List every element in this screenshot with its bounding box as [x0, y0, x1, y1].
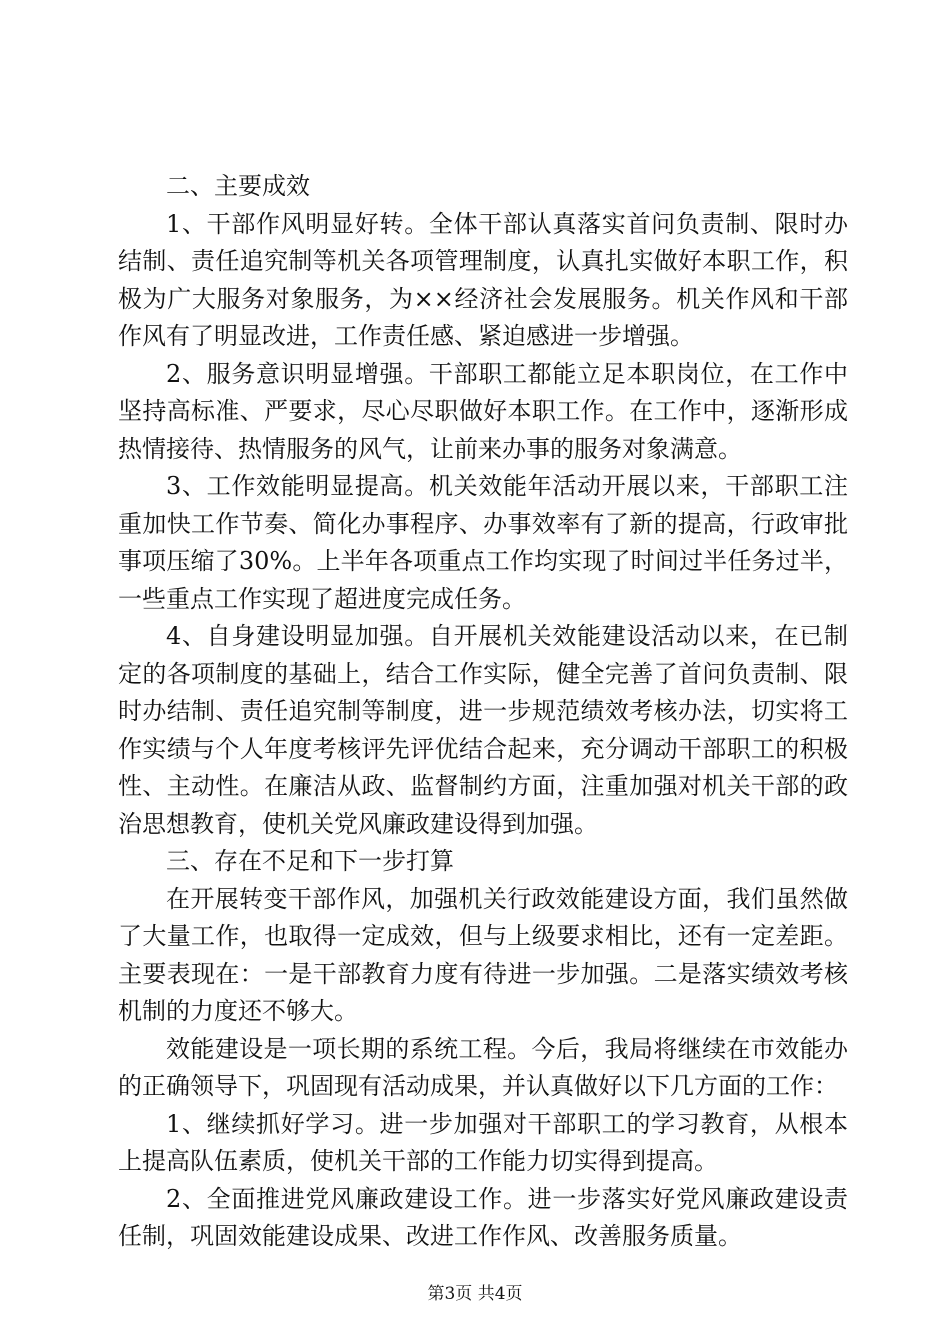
paragraph-integrity: 2、全面推进党风廉政建设工作。进一步落实好党风廉政建设责任制，巩固效能建设成果、改进工作作风、改善服务质量。 — [118, 1184, 848, 1250]
paragraph-shortcomings: 在开展转变干部作风，加强机关行政效能建设方面，我们虽然做了大量工作，也取得一定成效，但与上级要求相比，还有一定差距。主要表现在：一是干部教育力度有待进一步加强。二是落实绩效考核机制的力度还不够大。 — [118, 884, 848, 1025]
document-body — [118, 168, 848, 1256]
section-heading-shortcomings: 三、存在不足和下一步打算 — [166, 847, 454, 875]
page-number-footer: 第3页 共4页 — [427, 1284, 523, 1304]
paragraph-study: 1、继续抓好学习。进一步加强对干部职工的学习教育，从根本上提高队伍素质，使机关干部的工作能力切实得到提高。 — [118, 1109, 848, 1175]
paragraph-cadre-style: 1、干部作风明显好转。全体干部认真落实首问负责制、限时办结制、责任追究制等机关各项管理制度，认真扎实做好本职工作，积极为广大服务对象服务，为××经济社会发展服务。机关作风和干部作风有了明显改进，工作责任感、紧迫感进一步增强。 — [118, 209, 848, 350]
paragraph-self-construction: 4、自身建设明显加强。自开展机关效能建设活动以来，在已制定的各项制度的基础上，结合工作实际，健全完善了首问负责制、限时办结制、责任追究制等制度，进一步规范绩效考核办法，切实将工作实绩与个人年度考核评先评优结合起来，充分调动干部职工的积极性、主动性。在廉洁从政、监督制约方面，注重加强对机关干部的政治思想教育，使机关党风廉政建设得到加强。 — [118, 622, 848, 838]
paragraph-next-steps: 效能建设是一项长期的系统工程。今后，我局将继续在市效能办的正确领导下，巩固现有活动成果，并认真做好以下几方面的工作： — [118, 1034, 848, 1100]
paragraph-work-efficiency: 3、工作效能明显提高。机关效能年活动开展以来，干部职工注重加快工作节奏、简化办事程序、办事效率有了新的提高，行政审批事项压缩了30%。上半年各项重点工作均实现了时间过半任务过半，一些重点工作实现了超进度完成任务。 — [118, 472, 848, 613]
paragraph-service-awareness: 2、服务意识明显增强。干部职工都能立足本职岗位，在工作中坚持高标准、严要求，尽心尽职做好本职工作。在工作中，逐渐形成热情接待、热情服务的风气，让前来办事的服务对象满意。 — [118, 359, 848, 463]
section-heading-main-results: 二、主要成效 — [166, 172, 310, 200]
